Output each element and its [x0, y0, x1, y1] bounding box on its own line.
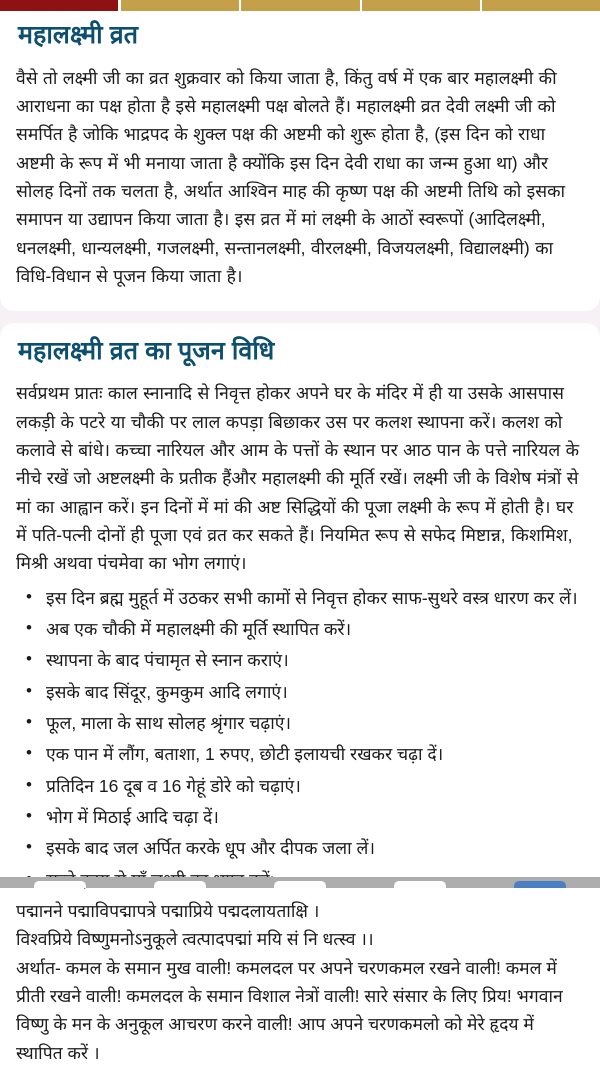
list-item-text: इस दिन ब्रह्म मुहूर्त में उठकर सभी कामों से निवृत्त होकर साफ-सुथरे वस्त्र धारण कर लें।: [46, 588, 578, 608]
keyboard-key-accent[interactable]: [514, 881, 566, 888]
list-item: [20, 772, 584, 800]
article-scroll-container[interactable]: [0, 11, 600, 888]
bullet-icon: •: [26, 677, 32, 705]
list-item: [20, 678, 584, 706]
keyboard-key[interactable]: [34, 881, 86, 888]
bullet-icon: •: [26, 583, 32, 611]
tab-segment-3[interactable]: [241, 0, 361, 11]
pujan-vidhi-steps-list: [16, 584, 584, 894]
tab-segment-1[interactable]: [0, 0, 121, 11]
list-item: [20, 803, 584, 831]
list-item: [20, 834, 584, 862]
list-item-text: एक पान में लौंग, बताशा, 1 रुपए, छोटी इलायची रखकर चढ़ा दें।: [46, 744, 443, 764]
sanskrit-verse-line-1: पद्मानने पद्माविपद्मापत्रे पद्माप्रिये पद्मदलायताक्षि ।: [16, 897, 584, 925]
list-item: [20, 646, 584, 674]
list-item: [20, 740, 584, 768]
top-tab-bar[interactable]: [0, 0, 600, 11]
tab-segment-2[interactable]: [121, 0, 241, 11]
section-title-pujan-vidhi: महालक्ष्मी व्रत का पूजन विधि: [18, 337, 584, 366]
bullet-icon: •: [26, 614, 32, 642]
sanskrit-verse-line-2: विश्वप्रिये विष्णुमनोऽनुकूले त्वत्पादपद्मां मयि सं नि धत्स्व ।।: [16, 925, 584, 953]
list-item: [20, 709, 584, 737]
list-item-text: प्रतिदिन 16 दूब व 16 गेहूं डोरे को चढ़ाएं।: [46, 776, 301, 796]
list-item: [20, 584, 584, 612]
article-card-pujan-vidhi: [0, 323, 600, 1083]
bullet-icon: •: [26, 645, 32, 673]
keyboard-key[interactable]: [154, 881, 206, 888]
list-item-text: इसके बाद सिंदूर, कुमकुम आदि लगाएं।: [46, 682, 288, 702]
list-item-text: इसके बाद जल अर्पित करके धूप और दीपक जला लें।: [46, 838, 375, 858]
list-item: [20, 615, 584, 643]
section-title-mahalaxmi-vrat: महालक्ष्मी व्रत: [18, 21, 584, 50]
bullet-icon: •: [26, 833, 32, 861]
bottom-keyboard-strip[interactable]: [0, 877, 600, 888]
pujan-vidhi-intro-paragraph: सर्वप्रथम प्रातः काल स्नानादि से निवृत्त होकर अपने घर के मंदिर में ही या उसके आसपास लकड़ी के पटरे या चौकी पर लाल कपड़ा बिछाकर उस पर कलश स्थापना करें। कलश को कलावे से बांधे। कच्चा नारियल और आम के पत्तों के स्थान पर आठ पान के पत्ते नारियल के नीचे रखें जो अष्टलक्ष्मी के प्रतीक हैंऔर महालक्ष्मी की मूर्ति रखें। लक्ष्मी जी के विशेष मंत्रों से मां का आह्वान करें। इन दिनों में मां की अष्ट सिद्धियों की पूजा लक्ष्मी के रूप में होती है। घर में पति-पत्नी दोनों ही पूजा एवं व्रत कर सकते हैं। नियमित रूप से सफेद मिष्टान्न, किशमिश, मिश्री अथवा पंचमेवा का भोग लगाएं।: [16, 379, 584, 577]
bullet-icon: •: [26, 771, 32, 799]
tab-segment-4[interactable]: [362, 0, 482, 11]
keyboard-key[interactable]: [274, 881, 326, 888]
list-item-text: अब एक चौकी में महालक्ष्मी की मूर्ति स्थापित करें।: [46, 619, 351, 639]
list-item-text: फूल, माला के साथ सोलह श्रृंगार चढ़ाएं।: [46, 713, 291, 733]
section-intro-paragraph: वैसे तो लक्ष्मी जी का व्रत शुक्रवार को किया जाता है, किंतु वर्ष में एक बार महालक्ष्मी की आराधना का पक्ष होता है इसे महालक्ष्मी पक्ष बोलते हैं। महालक्ष्मी व्रत देवी लक्ष्मी जी को समर्पित है जोकि भाद्रपद के शुक्ल पक्ष की अष्टमी को शुरू होता है, (इस दिन को राधा अष्टमी के रूप में भी मनाया जाता है क्योंकि इस दिन देवी राधा का जन्म हुआ था) और सोलह दिनों तक चलता है, अर्थात आश्विन माह की कृष्ण पक्ष की अष्टमी तिथि को इसका समापन या उद्यापन किया जाता है। इस व्रत में मां लक्ष्मी के आठों स्वरूपों (आदिलक्ष्मी, धनलक्ष्मी, धान्यलक्ष्मी, गजलक्ष्मी, सन्तानलक्ष्मी, वीरलक्ष्मी, विजयलक्ष्मी, विद्यालक्ष्मी) का विधि-विधान से पूजन किया जाता है।: [16, 64, 584, 291]
keyboard-key[interactable]: [394, 881, 446, 888]
tab-segment-5[interactable]: [482, 0, 600, 11]
list-item-text: स्थापना के बाद पंचामृत से स्नान कराएं।: [46, 650, 289, 670]
bullet-icon: •: [26, 708, 32, 736]
bullet-icon: •: [26, 802, 32, 830]
verse-meaning-paragraph: अर्थात- कमल के समान मुख वाली! कमलदल पर अपने चरणकमल रखने वाली! कमल में प्रीती रखने वाली! कमलदल के समान विशाल नेत्रों वाली! सारे संसार के लिए प्रिय! भगवान विष्णु के मन के अनुकूल आचरण करने वाली! आप अपने चरणकमलो को मेरे हृदय में स्थापित करें ।: [16, 954, 584, 1067]
article-card-intro: [0, 11, 600, 311]
list-item-text: भोग में मिठाई आदि चढ़ा दें।: [46, 807, 219, 827]
bullet-icon: •: [26, 739, 32, 767]
